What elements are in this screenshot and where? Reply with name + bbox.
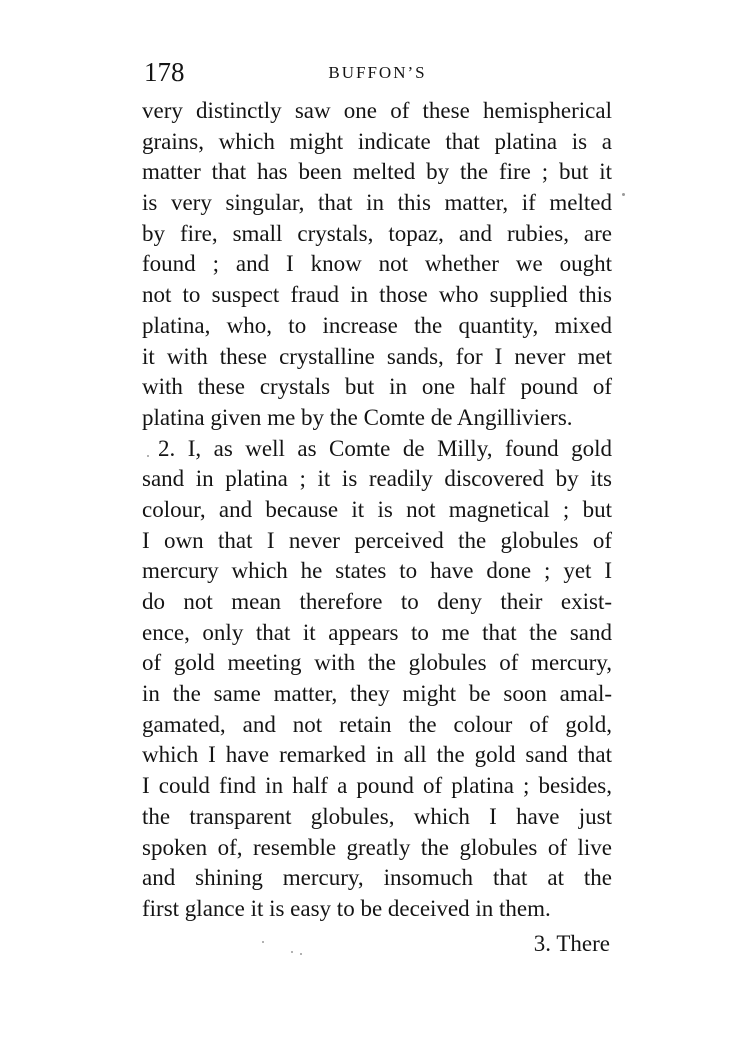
text-line: not to suspect fraud in those who supplied this — [142, 282, 612, 308]
text-line: gamated, and not retain the colour of gold, — [142, 711, 612, 737]
text-line: mercury which he states to have done ; yet I — [142, 558, 612, 584]
running-head: BUFFON’S — [328, 63, 427, 82]
ink-speck — [622, 193, 625, 196]
text-line: grains, which might indicate that platina is a — [142, 128, 612, 154]
text-line: colour, and because it is not magnetical ; but — [142, 496, 612, 522]
text-line: do not mean therefore to deny their exist- — [142, 589, 612, 614]
text-line: platina, who, to increase the quantity, mixed — [142, 312, 612, 338]
text-line: the transparent globules, which I have just — [142, 803, 612, 829]
body-text — [142, 96, 612, 925]
text-line: spoken of, resemble greatly the globules of live — [142, 834, 612, 860]
text-line: I could find in half a pound of platina ; besides, — [142, 773, 612, 799]
text-line: which I have remarked in all the gold sand that — [142, 742, 612, 768]
text-line: found ; and I know not whether we ought — [142, 251, 612, 277]
ink-speck — [262, 941, 264, 943]
catchword: 3. There — [533, 931, 610, 956]
text-line: is very singular, that in this matter, if melted — [142, 190, 612, 216]
text-line: by fire, small crystals, topaz, and rubies, are — [142, 220, 612, 246]
text-line: ence, only that it appears to me that the sand — [142, 619, 612, 645]
ink-speck — [291, 951, 293, 953]
text-line: I own that I never perceived the globules of — [142, 527, 612, 553]
text-line: first glance it is easy to be deceived in them. — [142, 895, 551, 921]
ink-speck — [147, 455, 149, 457]
text-line: with these crystals but in one half pound of — [142, 374, 612, 400]
text-line: sand in platina ; it is readily discovered by its — [142, 466, 612, 492]
page-number: 178 — [144, 57, 185, 87]
text-line: it with these crystalline sands, for I never met — [142, 343, 612, 369]
text-line: in the same matter, they might be soon amal- — [142, 681, 612, 707]
text-line: and shining mercury, insomuch that at the — [142, 865, 612, 891]
page-header — [140, 52, 615, 92]
text-line: matter that has been melted by the fire ; but it — [142, 159, 612, 185]
text-line: of gold meeting with the globules of mercury, — [142, 650, 612, 676]
ink-speck — [300, 953, 302, 955]
text-line: 2. I, as well as Comte de Milly, found gold — [158, 435, 612, 461]
text-line: very distinctly saw one of these hemispherical — [142, 98, 612, 123]
text-line: platina given me by the Comte de Angilliviers. — [142, 404, 573, 430]
